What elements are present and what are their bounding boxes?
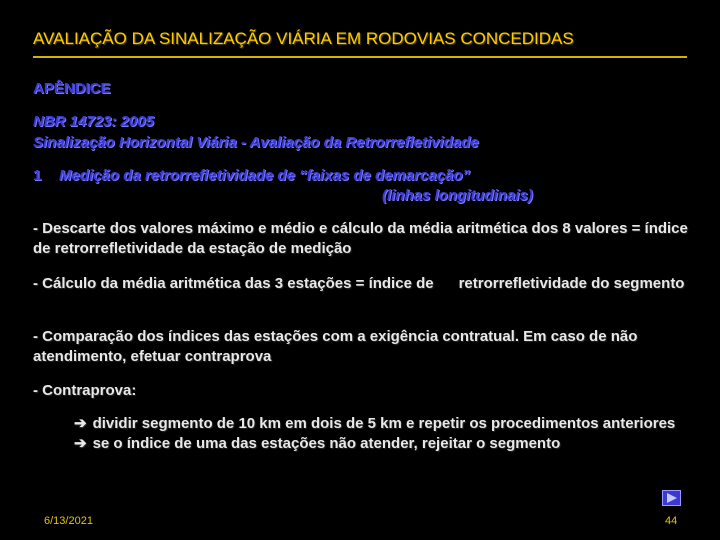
item-1-text: Medição da retrorrefletividade de “faixas de demarcação” <box>59 167 470 184</box>
next-slide-button[interactable] <box>662 490 681 506</box>
page-number: 44 <box>665 515 678 527</box>
play-triangle-icon <box>663 491 680 505</box>
item-1 <box>33 166 533 206</box>
title-underline <box>33 56 687 58</box>
right-arrow-icon: ➔ <box>74 435 87 452</box>
paragraph-comparison: - Comparação dos índices das estações com a exigência contratual. Em caso de não atendimento, efetuar contraprova <box>33 328 638 365</box>
appendix-heading: APÊNDICE <box>33 80 111 97</box>
bullet-text: dividir segmento de 10 km em dois de 5 km e repetir os procedimentos anteriores <box>92 415 676 432</box>
counterproof-bullets <box>74 414 704 454</box>
paragraph-average: - Cálculo da média aritmética das 3 estações = índice de retrorrefletividade do segmento <box>33 275 685 292</box>
item-1-number: 1 <box>33 167 42 184</box>
slide-title: AVALIAÇÃO DA SINALIZAÇÃO VIÁRIA EM RODOVIAS CONCEDIDAS <box>33 29 574 48</box>
right-arrow-icon: ➔ <box>74 415 87 432</box>
norm-title: Sinalização Horizontal Viária - Avaliação da Retrorrefletividade <box>33 134 479 151</box>
paragraph-counterproof: - Contraprova: <box>33 382 137 399</box>
norm-block <box>33 111 479 153</box>
bullet-text: se o índice de uma das estações não atender, rejeitar o segmento <box>92 435 561 452</box>
bullet-item <box>74 414 704 434</box>
item-1-continuation: (linhas longitudinais) <box>382 187 533 204</box>
norm-code: NBR 14723: 2005 <box>33 113 154 130</box>
bullet-item <box>74 434 704 454</box>
footer-date: 6/13/2021 <box>44 515 93 527</box>
paragraph-discard: - Descarte dos valores máximo e médio e cálculo da média aritmética dos 8 valores = índice de retrorrefletividade da estação de medição <box>33 220 688 257</box>
